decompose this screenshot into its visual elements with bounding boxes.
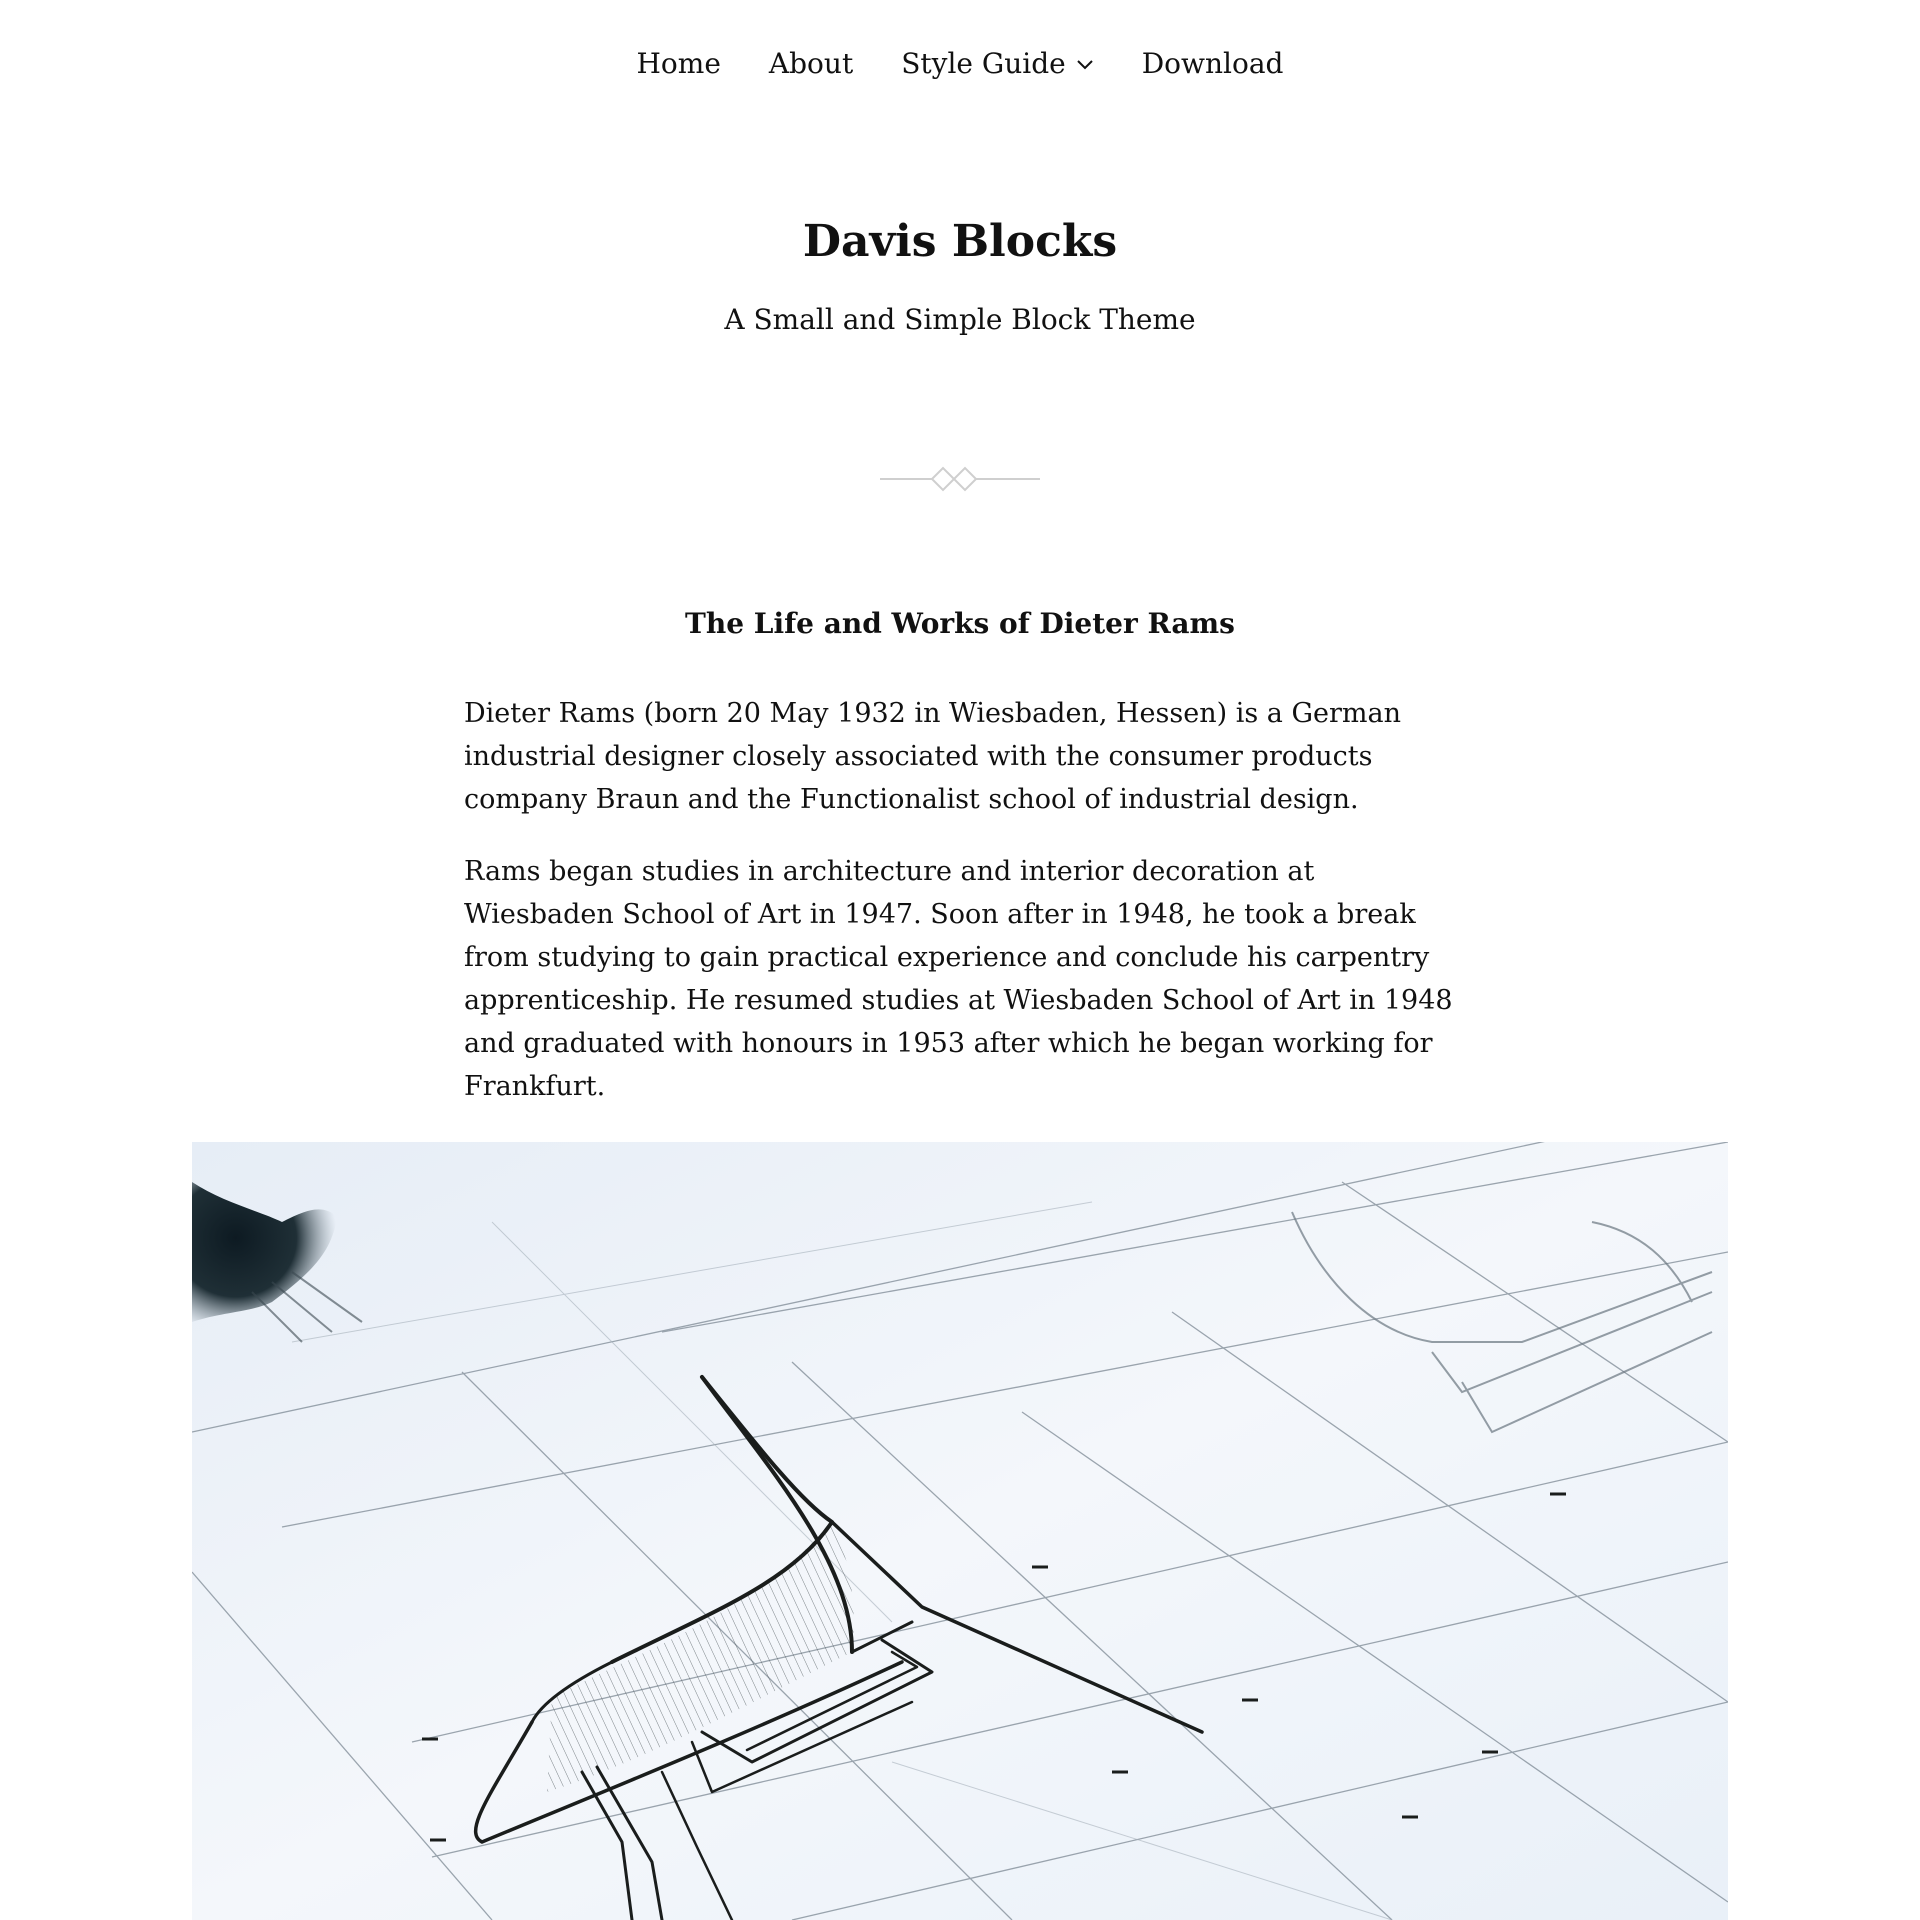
primary-navigation: [0, 44, 1920, 84]
double-diamond-separator: [880, 464, 1040, 494]
post-heading: The Life and Works of Dieter Rams: [685, 607, 1235, 640]
nav-item-download[interactable]: [1142, 44, 1284, 84]
nav-item-label: Download: [1141, 47, 1284, 80]
chevron-down-icon[interactable]: [1076, 58, 1094, 70]
nav-item-about[interactable]: [769, 44, 853, 84]
nav-item-label: Home: [636, 47, 721, 80]
post-content: [464, 692, 1454, 1137]
nav-item-label: About: [768, 47, 854, 80]
chair-sketch-image: [192, 1142, 1728, 1920]
site-tagline: A Small and Simple Block Theme: [724, 303, 1196, 336]
site-title[interactable]: Davis Blocks: [802, 216, 1118, 267]
nav-item-style-guide[interactable]: [901, 44, 1094, 84]
nav-item-home[interactable]: [637, 44, 721, 84]
paragraph: Dieter Rams (born 20 May 1932 in Wiesbaden, Hessen) is a German industrial designer closely associated with the consumer products company Braun and the Functionalist school of industrial design.: [464, 698, 1401, 815]
nav-item-label: Style Guide: [901, 47, 1066, 80]
paragraph: Rams began studies in architecture and interior decoration at Wiesbaden School of Art in 1947. Soon after in 1948, he took a break from studying to gain practical experience and conclude his carpentry apprenticeship. He resumed studies at Wiesbaden School of Art in 1948 and graduated with honours in 1953 after which he began working for Frankfurt.: [464, 856, 1453, 1102]
